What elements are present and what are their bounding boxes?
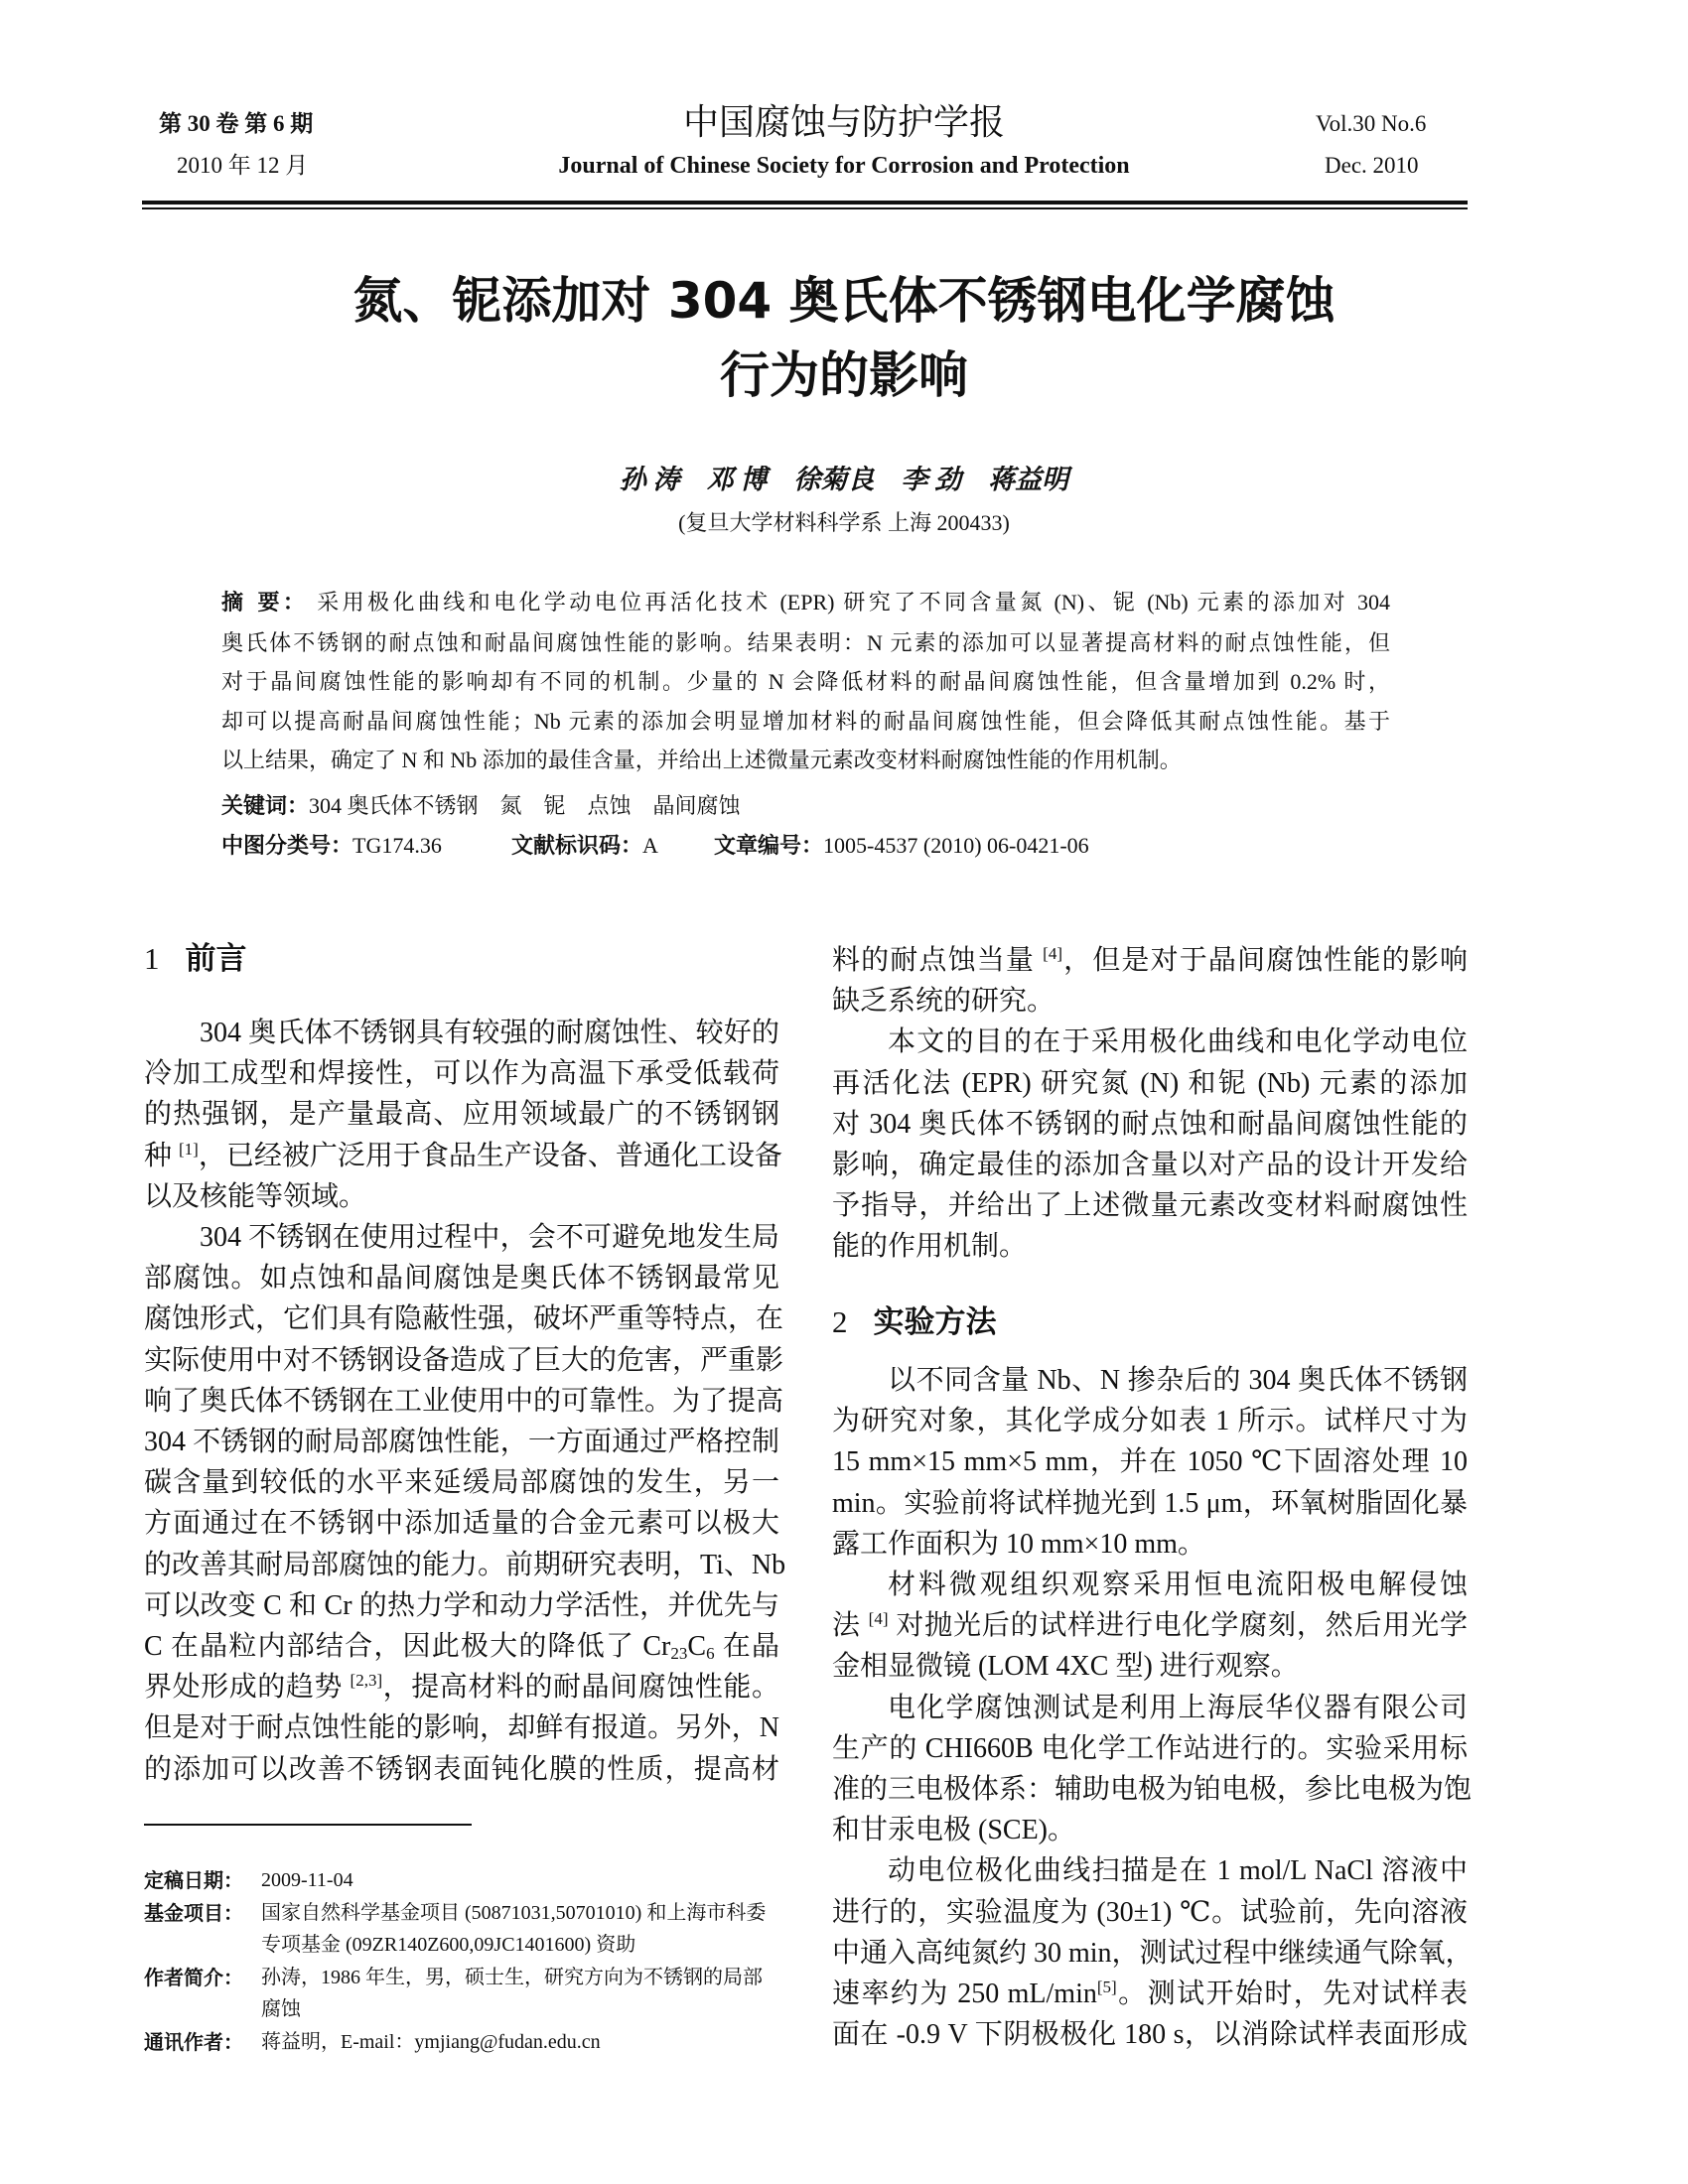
classification <box>221 826 1390 867</box>
paper-title-line2: 行为的影响 <box>720 346 968 404</box>
citation: [4] <box>1043 944 1062 963</box>
text-line: 15 mm×15 mm×5 mm，并在 1050 ℃下固溶处理 10 <box>832 1446 1468 1478</box>
text-line: 以及核能等领域。 <box>144 1180 367 1212</box>
text-line: 材料微观组织观察采用恒电流阳极电解侵蚀 <box>888 1570 1468 1601</box>
section-number: 1 <box>144 941 160 976</box>
journal-name-cn: 中国腐蚀与防护学报 <box>682 102 1005 143</box>
doc-code-value: A <box>642 833 658 858</box>
text-line: 中通入高纯氮约 30 min，测试过程中继续通气除氧， <box>832 1937 1474 1969</box>
text-line <box>832 1605 1468 1646</box>
text-line: 腐蚀形式，它们具有隐蔽性强，破坏严重等特点，在 <box>144 1303 784 1335</box>
text-line: 的改善其耐局部腐蚀的能力。前期研究表明，Ti、Nb <box>144 1549 786 1580</box>
text-line: 和甘汞电极 (SCE)。 <box>832 1815 1076 1846</box>
abstract-label: 摘 要： <box>221 591 309 615</box>
text-line: 再活化法 (EPR) 研究氮 (N) 和铌 (Nb) 元素的添加 <box>832 1067 1468 1099</box>
section-title: 前言 <box>185 941 247 977</box>
citation: [2,3] <box>350 1671 383 1691</box>
text-line: 的热强钢，是产量最高、应用领域最广的不锈钢钢 <box>144 1099 779 1131</box>
footnote-funding <box>144 1897 779 1962</box>
text-line: min。实验前将试样抛光到 1.5 μm，环氧树脂固化暴 <box>832 1487 1468 1519</box>
footnotes <box>144 1864 779 2058</box>
left-column-body <box>144 1013 786 1790</box>
text: 种 <box>144 1140 173 1171</box>
text: C 在晶粒内部结合，因此极大的降低了 Cr <box>144 1631 671 1663</box>
right-column-body <box>832 940 1468 1268</box>
footnote-label: 基金项目： <box>144 1900 243 1925</box>
text-line: 进行的，实验温度为 (30±1) ℃。试验前，先向溶液 <box>832 1896 1468 1928</box>
text-line <box>832 940 1468 981</box>
keywords-value: 304 奥氏体不锈钢 氮 铌 点蚀 晶间腐蚀 <box>309 792 741 818</box>
section-number: 2 <box>832 1304 848 1339</box>
citation: [4] <box>868 1609 889 1629</box>
text-line: 面在 -0.9 V 下阴极极化 180 s，以消除试样表面形成 <box>832 2019 1468 2051</box>
citation: [5] <box>1096 1978 1117 1997</box>
text-line: 实际使用中对不锈钢设备造成了巨大的危害，严重影 <box>144 1344 784 1376</box>
text-line: 缺乏系统的研究。 <box>832 986 1055 1018</box>
date-cn: 2010 年 12 月 <box>177 153 309 178</box>
text-line: 响了奥氏体不锈钢在工业使用中的可靠性。为了提高 <box>144 1385 784 1417</box>
text-line <box>832 1974 1468 2014</box>
paper-title-line1: 氮、铌添加对 304 奥氏体不锈钢电化学腐蚀 <box>352 272 1336 330</box>
text-line: 304 不锈钢在使用过程中，会不可避免地发生局 <box>200 1222 779 1254</box>
text-line: 予指导，并给出了上述微量元素改变材料耐腐蚀性 <box>832 1190 1468 1222</box>
text: 界处形成的趋势 <box>144 1672 343 1704</box>
article-no-label: 文章编号： <box>714 834 824 859</box>
authors: 孙 涛 邓 博 徐菊良 李 劲 蒋益明 <box>619 465 1069 494</box>
text: ，已经被广泛用于食品生产设备、普通化工设备 <box>198 1140 782 1171</box>
footnote-value: 蒋益明，E-mail：ymjiang@fudan.edu.cn <box>261 2030 601 2053</box>
text-line: 但是对于耐点蚀性能的影响，却鲜有报道。另外，N <box>144 1712 779 1744</box>
text-line: 影响，确定最佳的添加含量以对产品的设计开发给 <box>832 1150 1468 1181</box>
keywords <box>221 786 1390 827</box>
text-line <box>144 1136 782 1176</box>
text-line <box>144 1667 779 1707</box>
text-line: 304 不锈钢的耐局部腐蚀性能，一方面通过严格控制 <box>144 1427 779 1458</box>
text: 法 <box>832 1610 869 1642</box>
text-line: 304 奥氏体不锈钢具有较强的耐腐蚀性、较好的 <box>200 1018 779 1048</box>
affiliation: (复旦大学材料科学系 上海 200433) <box>678 510 1010 535</box>
text-line: 碳含量到较低的水平来延缓局部腐蚀的发生，另一 <box>144 1467 779 1499</box>
text-line: 动电位极化曲线扫描是在 1 mol/L NaCl 溶液中 <box>888 1855 1468 1887</box>
footnote-value: 孙涛，1986 年生，男，硕士生，研究方向为不锈钢的局部腐蚀 <box>261 1966 763 2020</box>
date-en: Dec. 2010 <box>1325 153 1419 178</box>
text-line: 为研究对象，其化学成分如表 1 所示。试样尺寸为 <box>832 1406 1468 1437</box>
text-line: 冷加工成型和焊接性，可以作为高温下承受低载荷 <box>144 1058 779 1090</box>
header-rule-thin <box>142 207 1468 209</box>
section-2-body <box>832 1360 1474 2055</box>
header-rule <box>142 201 1468 205</box>
text-line: 部腐蚀。如点蚀和晶间腐蚀是奥氏体不锈钢最常见 <box>144 1263 779 1295</box>
text-line: 方面通过在不锈钢中添加适量的合金元素可以极大 <box>144 1508 779 1540</box>
clc-label: 中图分类号： <box>221 834 353 859</box>
article-no-value: 1005-4537 (2010) 06-0421-06 <box>823 833 1089 858</box>
text-line: 的添加可以改善不锈钢表面钝化膜的性质，提高材 <box>144 1753 779 1785</box>
text: 对抛光后的试样进行电化学腐刻，然后用光学 <box>888 1610 1468 1642</box>
footnote-label: 作者简介： <box>144 1965 243 1989</box>
text-line: 可以改变 C 和 Cr 的热力学和动力学活性，并优先与 <box>144 1589 779 1621</box>
abstract-line: 对于晶间腐蚀性能的影响却有不同的机制。少量的 N 会降低材料的耐晶间腐蚀性能，但含量增加到 0.2% 时， <box>221 669 1390 694</box>
text-line <box>144 1626 779 1667</box>
section-1-heading <box>144 938 247 980</box>
section-title: 实验方法 <box>873 1304 997 1340</box>
text-line: 生产的 CHI660B 电化学工作站进行的。实验采用标 <box>832 1732 1468 1764</box>
text-line: 露工作面积为 10 mm×10 mm。 <box>832 1528 1205 1560</box>
text-line: 准的三电极体系：辅助电极为铂电极，参比电极为饱 <box>832 1774 1473 1806</box>
text-line: 电化学腐蚀测试是利用上海辰华仪器有限公司 <box>888 1692 1468 1723</box>
text: ，提高材料的耐晶间腐蚀性能。 <box>382 1672 779 1704</box>
text-line: 以不同含量 Nb、N 掺杂后的 304 奥氏体不锈钢 <box>888 1365 1468 1396</box>
section-2-heading <box>832 1301 997 1343</box>
abstract-line: 奥氏体不锈钢的耐点蚀和耐晶间腐蚀性能的影响。结果表明：N 元素的添加可以显著提高材料的耐点蚀性能，但 <box>221 629 1390 655</box>
text: C <box>687 1631 707 1663</box>
footnote-author-bio <box>144 1962 779 2026</box>
abstract-line: 以上结果，确定了 N 和 Nb 添加的最佳含量，并给出上述微量元素改变材料耐腐蚀性能的作用机制。 <box>221 748 1182 772</box>
abstract <box>221 583 1390 867</box>
text-line: 对 304 奥氏体不锈钢的耐点蚀和耐晶间腐蚀性能的 <box>832 1108 1468 1140</box>
text: ，但是对于晶间腐蚀性能的影响 <box>1061 945 1468 976</box>
volume-issue-cn: 第 30 卷 第 6 期 <box>159 111 314 136</box>
clc-value: TG174.36 <box>352 833 442 858</box>
citation: [1] <box>179 1139 199 1159</box>
footnote-value: 国家自然科学基金项目 (50871031,50701010) 和上海市科委专项基金 (09ZR140Z600,09JC1401600) 资助 <box>261 1901 767 1956</box>
footnote-value: 2009-11-04 <box>261 1869 353 1891</box>
journal-name-en: Journal of Chinese Society for Corrosion and Protection <box>558 153 1130 179</box>
footnote-rule <box>144 1824 472 1826</box>
text-line: 本文的目的在于采用极化曲线和电化学动电位 <box>888 1026 1468 1058</box>
abstract-text: 采用极化曲线和电化学动电位再活化技术 (EPR) 研究了不同含量氮 (N)、铌 (Nb) 元素的添加对 304 <box>317 590 1390 614</box>
footnote-corresponding-author <box>144 2026 779 2059</box>
text: 在晶 <box>714 1631 779 1663</box>
keywords-label: 关键词： <box>221 793 310 819</box>
subscript: 23 <box>670 1644 688 1664</box>
text-line: 能的作用机制。 <box>832 1231 1028 1263</box>
doc-code-label: 文献标识码： <box>511 834 643 859</box>
subscript: 6 <box>706 1644 715 1664</box>
footnote-label: 通讯作者： <box>144 2029 243 2054</box>
footnote-label: 定稿日期： <box>144 1868 243 1892</box>
text: 速率约为 250 mL/min <box>832 1979 1097 2010</box>
text: 。测试开始时，先对试样表 <box>1116 1979 1468 2010</box>
text-line: 金相显微镜 (LOM 4XC 型) 进行观察。 <box>832 1651 1299 1683</box>
text: 料的耐点蚀当量 <box>832 945 1044 976</box>
abstract-line <box>221 583 1390 623</box>
abstract-line: 却可以提高耐晶间腐蚀性能；Nb 元素的添加会明显增加材料的耐晶间腐蚀性能，但会降低其耐点蚀性能。基于 <box>221 708 1390 734</box>
volume-issue-en: Vol.30 No.6 <box>1316 111 1427 136</box>
footnote-received <box>144 1864 779 1897</box>
